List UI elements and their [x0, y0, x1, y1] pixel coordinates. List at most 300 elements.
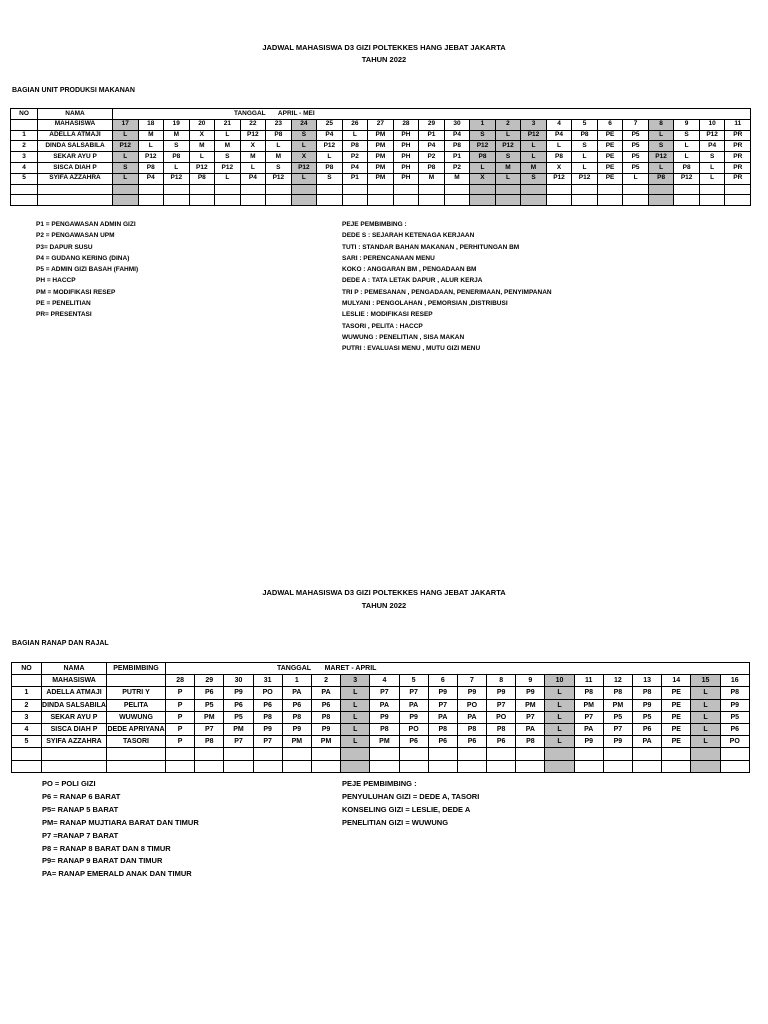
empty-cell: [253, 760, 282, 772]
schedule-cell: P12: [266, 173, 292, 184]
schedule-cell: PA: [633, 736, 662, 748]
legend-code-line: PH = HACCP: [36, 277, 76, 285]
schedule-cell: L: [189, 152, 215, 163]
schedule-cell: M: [240, 152, 266, 163]
schedule-cell: L: [691, 687, 720, 699]
schedule-cell: S: [291, 130, 317, 141]
schedule-cell: P2: [419, 152, 445, 163]
schedule-cell: PA: [516, 723, 545, 735]
schedule-cell: PH: [393, 162, 419, 173]
schedule-cell: P8: [457, 723, 486, 735]
empty-cell: [419, 195, 445, 206]
schedule-cell: L: [521, 141, 547, 152]
header-no-blank: [12, 675, 42, 687]
date-header: 10: [699, 119, 725, 130]
legend-code-line: PM = MODIFIKASI RESEP: [36, 288, 116, 296]
schedule-cell: P8: [428, 723, 457, 735]
empty-cell: [428, 760, 457, 772]
schedule-cell: P12: [674, 173, 700, 184]
schedule-cell: P7: [253, 736, 282, 748]
schedule-cell: L: [699, 162, 725, 173]
doc2-schedule-table: [11, 662, 750, 773]
schedule-cell: P8: [370, 723, 399, 735]
schedule-cell: P8: [603, 687, 632, 699]
legend-supervisor-line: KOKO : ANGGARAN BM , PENGADAAN BM: [342, 266, 477, 274]
schedule-cell: P12: [546, 173, 572, 184]
date-header: 30: [444, 119, 470, 130]
schedule-cell: L: [691, 723, 720, 735]
empty-cell: [725, 184, 751, 195]
doc1-schedule-table: [10, 108, 751, 206]
schedule-cell: PE: [597, 130, 623, 141]
header-no-blank: [11, 119, 38, 130]
empty-cell: [521, 184, 547, 195]
empty-cell: [195, 748, 224, 760]
legend-supervisor-line: DEDE A : TATA LETAK DAPUR , ALUR KERJA: [342, 277, 483, 285]
schedule-cell: PA: [428, 711, 457, 723]
schedule-cell: PE: [662, 711, 691, 723]
schedule-cell: PM: [195, 711, 224, 723]
date-header: 9: [516, 675, 545, 687]
date-header: 6: [597, 119, 623, 130]
schedule-cell: X: [291, 152, 317, 163]
schedule-cell: P12: [164, 173, 190, 184]
schedule-cell: L: [470, 162, 496, 173]
schedule-cell: L: [291, 173, 317, 184]
schedule-cell: P7: [370, 687, 399, 699]
empty-cell: [597, 195, 623, 206]
schedule-cell: P9: [603, 736, 632, 748]
date-header: 31: [253, 675, 282, 687]
row-no: 5: [12, 736, 42, 748]
schedule-cell: PM: [368, 152, 394, 163]
empty-cell: [699, 184, 725, 195]
schedule-cell: PH: [393, 173, 419, 184]
date-header: 16: [720, 675, 749, 687]
date-header: 29: [195, 675, 224, 687]
empty-cell: [457, 748, 486, 760]
schedule-cell: M: [495, 162, 521, 173]
schedule-cell: P8: [648, 173, 674, 184]
empty-cell: [189, 184, 215, 195]
schedule-cell: PM: [368, 130, 394, 141]
schedule-cell: L: [291, 141, 317, 152]
empty-cell: [399, 748, 428, 760]
schedule-cell: L: [341, 711, 370, 723]
schedule-cell: P8: [419, 162, 445, 173]
empty-cell: [691, 760, 720, 772]
schedule-cell: P8: [633, 687, 662, 699]
empty-cell: [603, 760, 632, 772]
empty-cell: [572, 184, 598, 195]
schedule-cell: P8: [317, 162, 343, 173]
empty-cell: [574, 760, 603, 772]
legend-supervisor-line: TUTI : STANDAR BAHAN MAKANAN , PERHITUNGAN BM: [342, 243, 520, 251]
schedule-cell: P4: [699, 141, 725, 152]
table-row: [12, 699, 750, 711]
table-row: [11, 173, 751, 184]
schedule-cell: P: [166, 711, 195, 723]
schedule-cell: L: [317, 152, 343, 163]
schedule-cell: P9: [428, 687, 457, 699]
table-row: [11, 130, 751, 141]
empty-cell: [393, 195, 419, 206]
schedule-cell: P8: [470, 152, 496, 163]
schedule-cell: P12: [495, 141, 521, 152]
supervisor-name: WUWUNG: [107, 711, 166, 723]
schedule-cell: P8: [516, 736, 545, 748]
schedule-cell: P12: [470, 141, 496, 152]
row-no: 4: [12, 723, 42, 735]
schedule-cell: PE: [662, 736, 691, 748]
schedule-cell: PO: [253, 687, 282, 699]
legend-code-line: PR= PRESENTASI: [36, 311, 92, 319]
empty-cell: [266, 195, 292, 206]
empty-cell: [240, 195, 266, 206]
date-header: 11: [574, 675, 603, 687]
schedule-cell: L: [545, 711, 574, 723]
date-header: 8: [648, 119, 674, 130]
schedule-cell: PH: [393, 152, 419, 163]
date-header: 11: [725, 119, 751, 130]
header-nama: NAMA: [38, 109, 113, 120]
schedule-cell: L: [699, 173, 725, 184]
schedule-cell: L: [546, 141, 572, 152]
schedule-cell: P7: [574, 711, 603, 723]
date-header: 27: [368, 119, 394, 130]
schedule-cell: P5: [623, 152, 649, 163]
schedule-cell: P5: [224, 711, 253, 723]
empty-cell: [457, 760, 486, 772]
header-no: NO: [12, 663, 42, 675]
empty-cell: [341, 760, 370, 772]
schedule-cell: X: [546, 162, 572, 173]
schedule-cell: P5: [603, 711, 632, 723]
empty-cell: [470, 195, 496, 206]
schedule-cell: PA: [282, 687, 311, 699]
schedule-cell: P9: [253, 723, 282, 735]
schedule-cell: P5: [720, 711, 749, 723]
empty-cell: [720, 760, 749, 772]
schedule-cell: PM: [368, 141, 394, 152]
empty-cell: [291, 184, 317, 195]
student-name: SISCA DIAH P: [38, 162, 113, 173]
empty-cell: [674, 184, 700, 195]
empty-cell: [282, 760, 311, 772]
schedule-cell: P6: [720, 723, 749, 735]
legend-code-line: PM= RANAP MUJTIARA BARAT DAN TIMUR: [42, 817, 199, 827]
empty-cell: [342, 195, 368, 206]
empty-cell: [725, 195, 751, 206]
date-header: 13: [633, 675, 662, 687]
empty-cell: [633, 748, 662, 760]
schedule-cell: P12: [699, 130, 725, 141]
date-header: 5: [572, 119, 598, 130]
schedule-cell: P12: [215, 162, 241, 173]
schedule-cell: PM: [224, 723, 253, 735]
empty-cell: [368, 195, 394, 206]
schedule-cell: S: [495, 152, 521, 163]
empty-cell: [12, 748, 42, 760]
empty-cell: [224, 760, 253, 772]
schedule-cell: S: [674, 130, 700, 141]
legend-code-line: P3= DAPUR SUSU: [36, 243, 93, 251]
schedule-cell: S: [572, 141, 598, 152]
schedule-cell: M: [521, 162, 547, 173]
row-no: 3: [11, 152, 38, 163]
schedule-cell: PO: [457, 699, 486, 711]
schedule-cell: PA: [574, 723, 603, 735]
empty-cell: [623, 195, 649, 206]
row-no: 2: [12, 699, 42, 711]
schedule-cell: P9: [487, 687, 516, 699]
schedule-cell: L: [341, 687, 370, 699]
schedule-cell: P2: [444, 162, 470, 173]
legend-supervisor-line: PENELITIAN GIZI = WUWUNG: [342, 817, 449, 827]
date-header: 28: [166, 675, 195, 687]
schedule-cell: S: [164, 141, 190, 152]
table-row: [12, 711, 750, 723]
legend-code-line: P9= RANAP 9 BARAT DAN TIMUR: [42, 856, 163, 866]
schedule-cell: L: [113, 173, 139, 184]
legend-supervisor-line: WUWUNG : PENELITIAN , SISA MAKAN: [342, 333, 465, 341]
schedule-cell: P6: [633, 723, 662, 735]
schedule-cell: PE: [662, 699, 691, 711]
schedule-cell: P7: [603, 723, 632, 735]
table-row-empty: [11, 184, 751, 195]
schedule-cell: PA: [457, 711, 486, 723]
doc2-section-label: BAGIAN RANAP DAN RAJAL: [12, 640, 109, 647]
header-pembimbing: PEMBIMBING: [107, 663, 166, 675]
schedule-cell: P4: [240, 173, 266, 184]
empty-cell: [603, 748, 632, 760]
table-row: [11, 152, 751, 163]
schedule-cell: P8: [311, 711, 340, 723]
empty-cell: [597, 184, 623, 195]
schedule-cell: PR: [725, 141, 751, 152]
schedule-cell: PM: [603, 699, 632, 711]
schedule-cell: M: [215, 141, 241, 152]
schedule-cell: L: [215, 173, 241, 184]
schedule-cell: P8: [253, 711, 282, 723]
schedule-cell: L: [341, 699, 370, 711]
schedule-cell: P12: [138, 152, 164, 163]
schedule-cell: L: [691, 736, 720, 748]
empty-cell: [545, 748, 574, 760]
header-mahasiswa: MAHASISWA: [42, 675, 107, 687]
schedule-cell: S: [521, 173, 547, 184]
schedule-cell: L: [572, 152, 598, 163]
legend-supervisor-line: DEDE S : SEJARAH KETENAGA KERJAAN: [342, 232, 475, 240]
date-header: 7: [457, 675, 486, 687]
date-header: 17: [113, 119, 139, 130]
table-row: [11, 141, 751, 152]
schedule-cell: P9: [399, 711, 428, 723]
schedule-cell: P4: [342, 162, 368, 173]
empty-cell: [38, 184, 113, 195]
schedule-cell: P: [166, 723, 195, 735]
legend-supervisor-line: LESLIE : MODIFIKASI RESEP: [342, 311, 433, 319]
schedule-cell: X: [470, 173, 496, 184]
empty-cell: [691, 748, 720, 760]
schedule-cell: L: [572, 162, 598, 173]
empty-cell: [42, 748, 107, 760]
empty-cell: [572, 195, 598, 206]
empty-cell: [164, 184, 190, 195]
schedule-cell: PM: [516, 699, 545, 711]
schedule-cell: L: [545, 736, 574, 748]
empty-cell: [113, 184, 139, 195]
schedule-cell: PE: [597, 152, 623, 163]
empty-cell: [516, 760, 545, 772]
schedule-cell: P9: [457, 687, 486, 699]
legend-code-line: PO = POLI GIZI: [42, 779, 96, 788]
schedule-cell: P5: [633, 711, 662, 723]
schedule-cell: PE: [597, 141, 623, 152]
legend-code-line: P2 = PENGAWASAN UPM: [36, 232, 115, 240]
schedule-cell: P6: [457, 736, 486, 748]
date-header: 10: [545, 675, 574, 687]
legend-code-line: P1 = PENGAWASAN ADMIN GIZI: [36, 221, 136, 228]
schedule-cell: P12: [572, 173, 598, 184]
empty-cell: [699, 195, 725, 206]
schedule-cell: L: [648, 162, 674, 173]
empty-cell: [516, 748, 545, 760]
schedule-cell: P8: [572, 130, 598, 141]
legend-code-line: P7 =RANAP 7 BARAT: [42, 830, 119, 840]
row-no: 2: [11, 141, 38, 152]
supervisor-name: TASORI: [107, 736, 166, 748]
empty-cell: [11, 195, 38, 206]
date-header: 14: [662, 675, 691, 687]
schedule-cell: P8: [195, 736, 224, 748]
schedule-cell: M: [138, 130, 164, 141]
empty-cell: [368, 184, 394, 195]
doc1-title: JADWAL MAHASISWA D3 GIZI POLTEKKES HANG JEBAT JAKARTA: [262, 43, 506, 52]
schedule-cell: S: [470, 130, 496, 141]
schedule-cell: P9: [516, 687, 545, 699]
header-tanggal: TANGGAL MARET - APRIL: [166, 663, 750, 675]
schedule-cell: P5: [195, 699, 224, 711]
schedule-cell: L: [545, 723, 574, 735]
schedule-cell: P8: [266, 130, 292, 141]
date-header: 6: [428, 675, 457, 687]
schedule-cell: P8: [487, 723, 516, 735]
empty-cell: [487, 748, 516, 760]
schedule-cell: PE: [662, 723, 691, 735]
empty-cell: [240, 184, 266, 195]
schedule-cell: L: [648, 130, 674, 141]
date-header: 2: [311, 675, 340, 687]
schedule-cell: P12: [317, 141, 343, 152]
date-header: 20: [189, 119, 215, 130]
date-header: 25: [317, 119, 343, 130]
supervisor-name: DEDE APRIYANA: [107, 723, 166, 735]
student-name: SEKAR AYU P: [38, 152, 113, 163]
student-name: DINDA SALSABILA: [42, 699, 107, 711]
schedule-cell: P7: [224, 736, 253, 748]
date-header: 23: [266, 119, 292, 130]
schedule-cell: S: [215, 152, 241, 163]
schedule-cell: P6: [282, 699, 311, 711]
date-header: 18: [138, 119, 164, 130]
schedule-cell: P9: [574, 736, 603, 748]
empty-cell: [545, 760, 574, 772]
schedule-cell: P: [166, 699, 195, 711]
schedule-cell: P12: [291, 162, 317, 173]
schedule-cell: P8: [282, 711, 311, 723]
schedule-cell: S: [266, 162, 292, 173]
schedule-cell: P6: [311, 699, 340, 711]
schedule-cell: M: [266, 152, 292, 163]
doc2-legend-supervisors: [342, 778, 479, 830]
schedule-cell: P9: [282, 723, 311, 735]
legend-supervisor-line: PEJE PEMBIMBING :: [342, 221, 407, 228]
schedule-cell: P4: [444, 130, 470, 141]
student-name: SYIFA AZZAHRA: [38, 173, 113, 184]
empty-cell: [166, 748, 195, 760]
table-row: [12, 723, 750, 735]
schedule-cell: L: [521, 152, 547, 163]
empty-cell: [342, 184, 368, 195]
schedule-cell: P12: [113, 141, 139, 152]
empty-cell: [487, 760, 516, 772]
empty-cell: [138, 195, 164, 206]
empty-cell: [521, 195, 547, 206]
schedule-cell: S: [317, 173, 343, 184]
schedule-cell: PE: [662, 687, 691, 699]
schedule-cell: P5: [623, 130, 649, 141]
schedule-cell: P9: [370, 711, 399, 723]
empty-cell: [311, 760, 340, 772]
empty-cell: [444, 184, 470, 195]
header-no: NO: [11, 109, 38, 120]
date-header: 19: [164, 119, 190, 130]
date-header: 24: [291, 119, 317, 130]
schedule-cell: P8: [138, 162, 164, 173]
table-row: [12, 736, 750, 748]
empty-cell: [11, 184, 38, 195]
schedule-cell: P7: [399, 687, 428, 699]
legend-supervisor-line: TRI P : PEMESANAN , PENGADAAN, PENERIMAAN, PENYIMPANAN: [342, 288, 552, 296]
date-header: 7: [623, 119, 649, 130]
doc1-year: TAHUN 2022: [361, 55, 407, 64]
schedule-cell: L: [545, 699, 574, 711]
schedule-cell: P12: [189, 162, 215, 173]
schedule-cell: P4: [546, 130, 572, 141]
date-header: 22: [240, 119, 266, 130]
empty-cell: [546, 184, 572, 195]
schedule-cell: PO: [487, 711, 516, 723]
empty-cell: [317, 184, 343, 195]
schedule-cell: L: [341, 723, 370, 735]
legend-supervisor-line: MULYANI : PENGOLAHAN , PEMORSIAN ,DISTRIBUSI: [342, 300, 508, 308]
legend-code-line: P8 = RANAP 8 BARAT DAN 8 TIMUR: [42, 843, 171, 853]
schedule-cell: PR: [725, 152, 751, 163]
schedule-cell: P5: [623, 141, 649, 152]
legend-code-line: P5 = ADMIN GIZI BASAH (FAHMI): [36, 266, 139, 274]
table-row: [12, 687, 750, 699]
empty-cell: [419, 184, 445, 195]
schedule-cell: M: [444, 173, 470, 184]
schedule-cell: S: [113, 162, 139, 173]
schedule-cell: P4: [419, 141, 445, 152]
empty-cell: [266, 184, 292, 195]
schedule-cell: L: [691, 711, 720, 723]
empty-cell: [341, 748, 370, 760]
empty-cell: [166, 760, 195, 772]
schedule-cell: L: [495, 130, 521, 141]
